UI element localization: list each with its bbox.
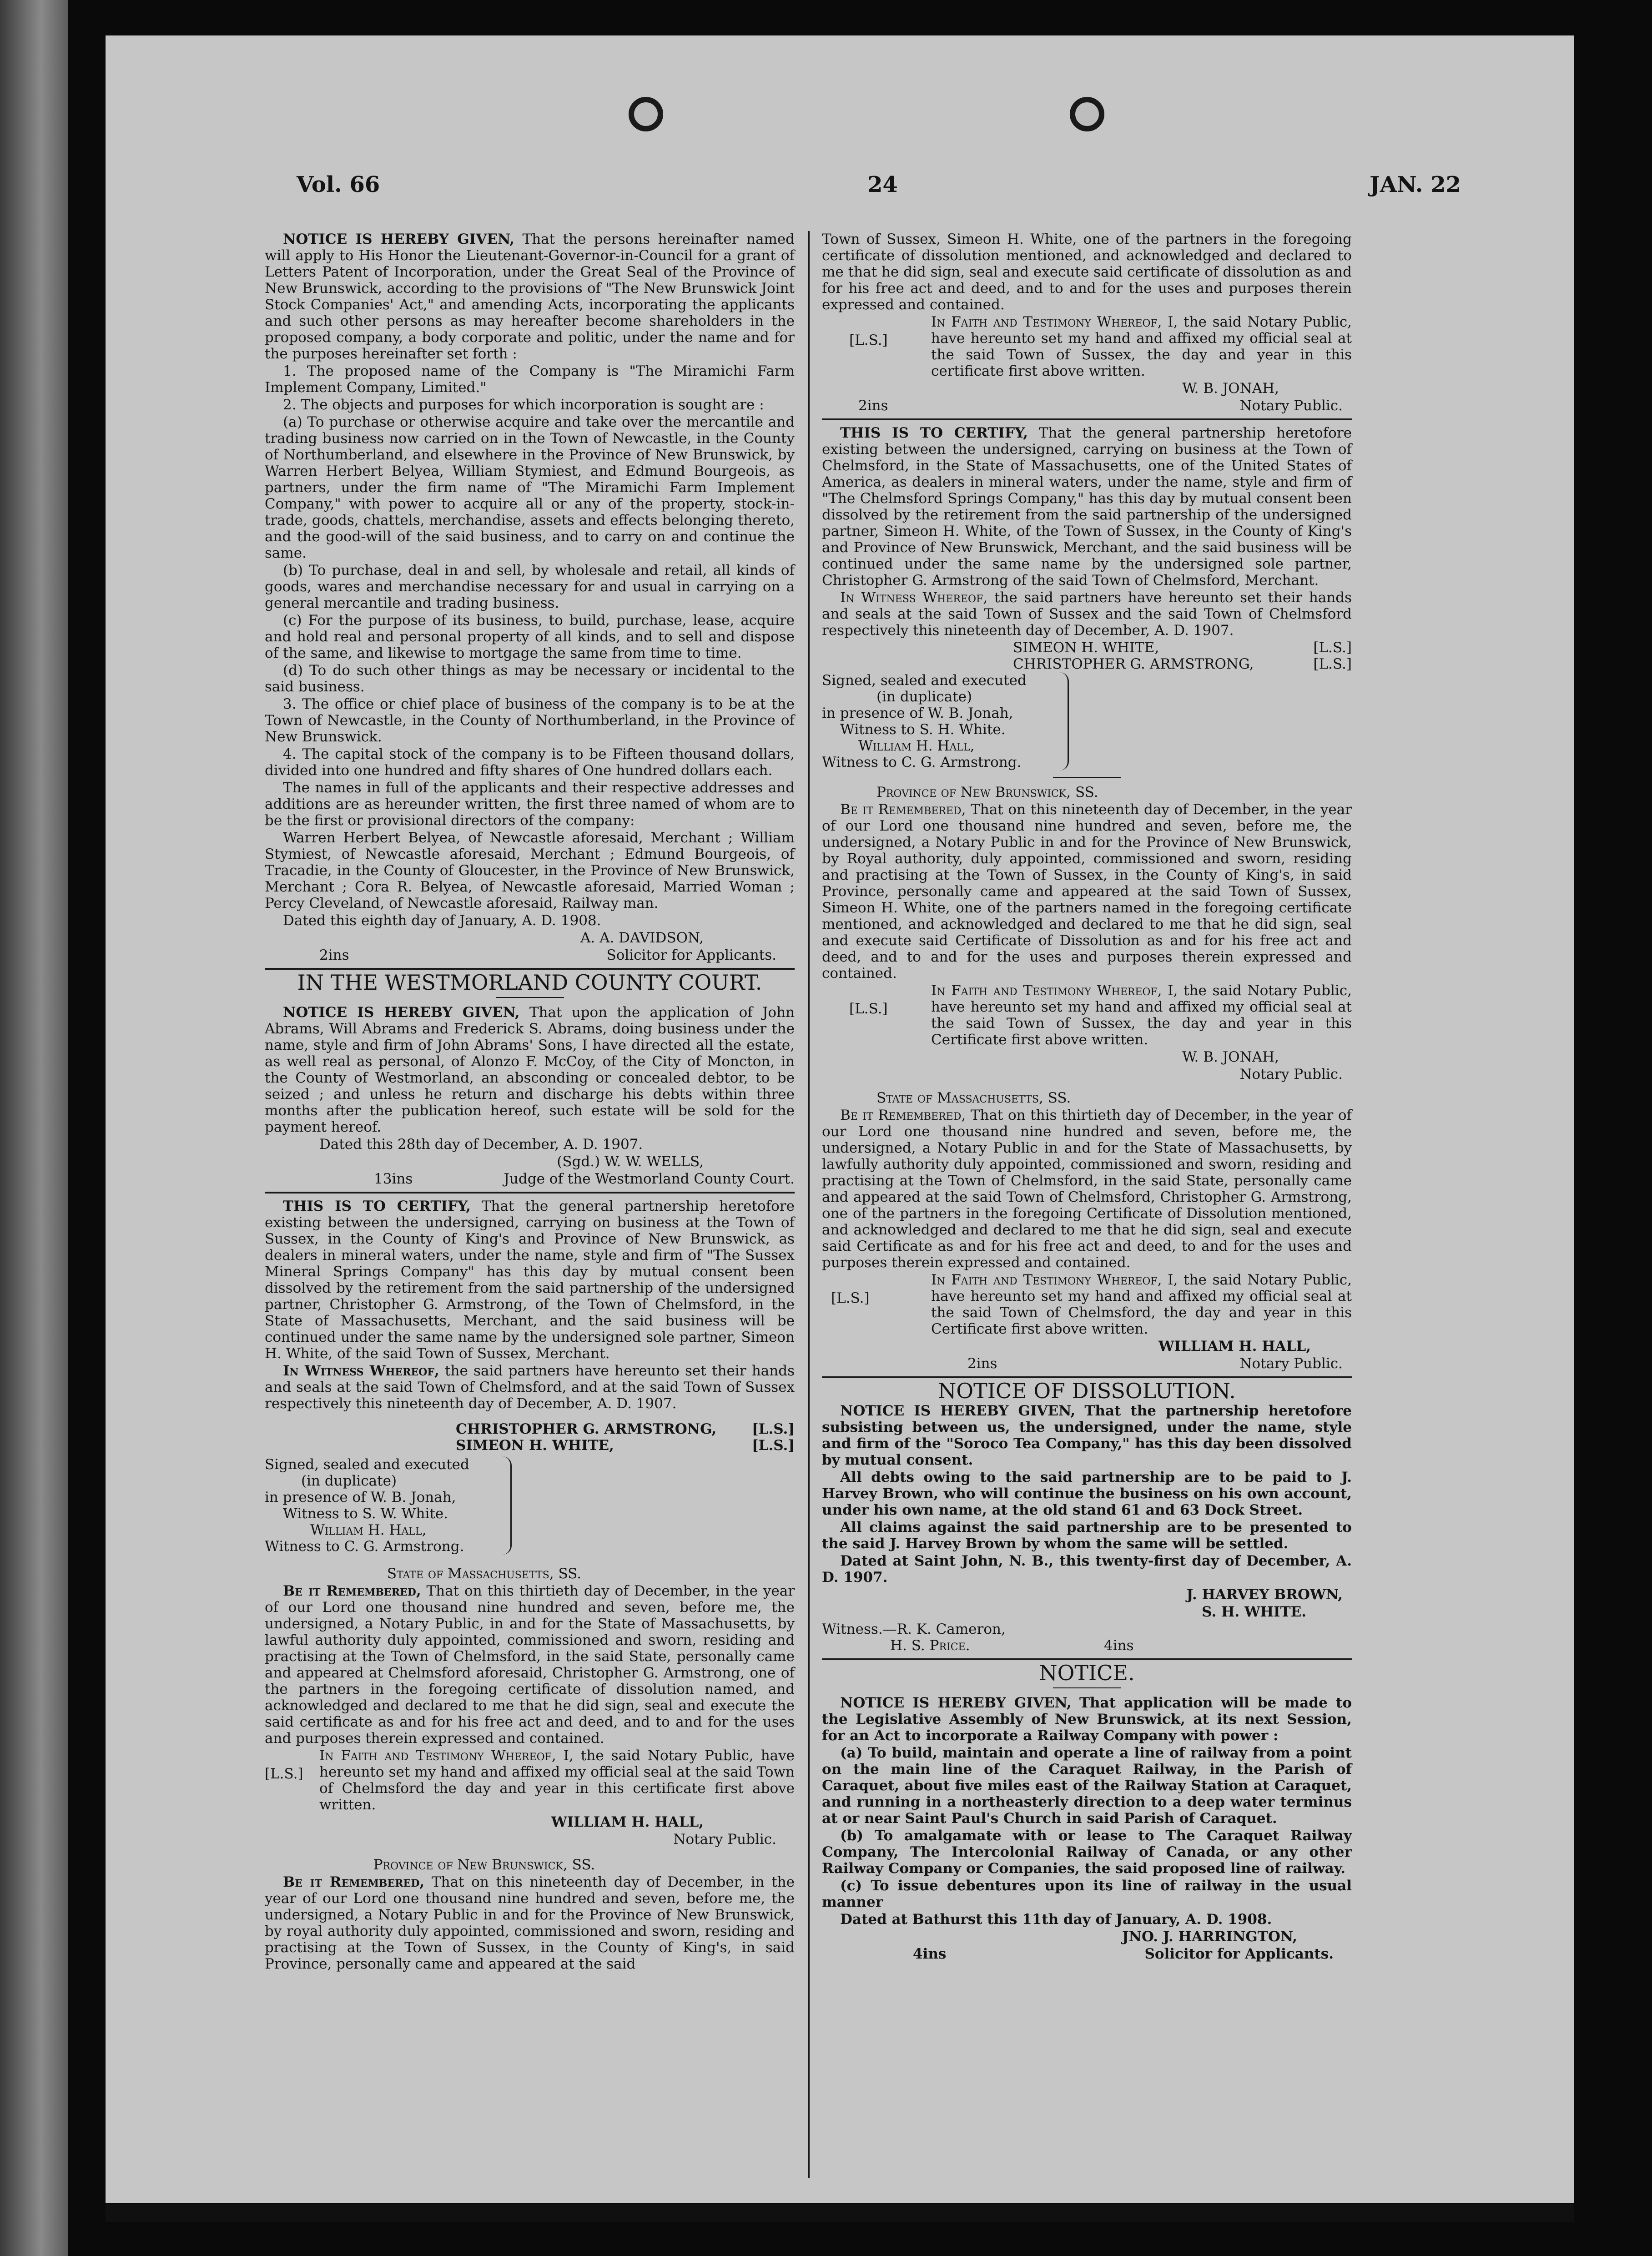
right-column [822,231,1352,1962]
county-court-notice [265,970,795,1187]
notice-lead: NOTICE IS HEREBY GIVEN, [283,1004,520,1021]
section-rule [822,418,1352,420]
notice-date: Dated at Bathurst this 11th day of January, A. D. 1908. [840,1911,1272,1928]
faith-lead: In Faith and Testimony Whereof, [319,1747,556,1764]
signature: WILLIAM H. HALL, [551,1814,704,1830]
notice-para: 4. The capital stock of the company is to be Fifteen thousand dollars, divided into one hundred and fifty shares of One hundred dollars each. [265,746,795,779]
adjacent-page-edge [0,0,68,2256]
page-number: 24 [867,172,898,197]
signature: A. A. DAVIDSON, [580,930,704,946]
notice-para: 1. The proposed name of the Company is "The Miramichi Farm Implement Company, Limited." [265,363,795,396]
witness-line: Witness.—R. K. Cameron, [822,1621,1006,1637]
sussex-acknowledgment-continued [822,231,1352,414]
signature: SIMEON H. WHITE, [1013,640,1159,656]
notice-para: (a) To purchase or otherwise acquire and take over the mercantile and trading business now carried on in the Town of Newcastle, in the County of Northumberland, and elsewhere in the Province of New Brunswick, by Warren Herbert Belyea, William Stymiest, and Edmund Bourgeois, as partners, under the firm name of "The Miramichi Farm Implement Company," with power to acquire all or any of the property, stock-in-trade, goods, chattels, merchandise, assets and effects belonging thereto, and the good-will of the said business, and to carry on and continue the same. [265,414,795,561]
signature: S. H. WHITE. [1202,1604,1306,1620]
seal-mark: [L.S.] [831,1290,870,1306]
notice-body: That the general partnership heretofore existing between the undersigned, carrying on business at the Town of Chelmsford, in the State of Massachusetts, one of the United States of America, as dealers in mineral waters, under the name, style and firm of "The Chelmsford Springs Company," has this day by mutual consent been dissolved by the retirement from the said partnership of the undersigned partner, Simeon H. White, of the Town of Sussex, in the County of King's and Province of New Brunswick, Merchant, and the said business will be continued under the same name by the undersigned sole partner, Christopher G. Armstrong of the said Town of Chelmsford, Merchant. [822,425,1352,589]
section-heading: NOTICE OF DISSOLUTION. [938,1379,1236,1403]
signature: CHRISTOPHER G. ARMSTRONG, [1013,656,1254,672]
short-rule [496,997,564,998]
insertion-count: 2ins [967,1355,997,1372]
column-divider [808,231,810,2178]
new-brunswick-acknowledgment [822,784,1352,1083]
notice-body: That on this thirtieth day of December, in the year of our Lord one thousand nine hundred and seven, before me, the undersigned, a Notary Public in and for the State of Massachusetts, by lawfully authority duly appointed, commissioned and sworn, residing and practising at the Town of Chelmsford, in the said State, personally came and appeared at the said Town of Chelmsford, Christopher G. Armstrong, one of the partners in the foregoing Certificate of Dissolution mentioned, and acknowledged and declared to me that he did sign, seal and execute said Certificate as and for his free act and deed, to and for the uses and purposes therein expressed and contained. [822,1107,1352,1271]
section-heading: NOTICE. [1039,1661,1135,1685]
witness-line: (in duplicate) [876,689,972,705]
notice-lead: Be it Remembered, [283,1583,421,1599]
notice-body: That on this thirtieth day of December, in the year of our Lord one thousand nine hundred and seven, before me, the undersigned, a Notary Public, in and for the State of Massachusetts, by lawful authority duly appointed, commissioned and sworn, residing and practising at the Town of Chelmsford, in the said State, personally came and appeared at Chelmsford aforesaid, Christopher G. Armstrong, one of the partners in the foregoing certificate of dissolution named, and acknowledged and declared to me that he did sign, seal and execute the said certificate as and for his free act and deed, and to and for the uses and purposes therein expressed and contained. [265,1583,795,1747]
witness-block [265,1456,795,1555]
notice-para: (c) To issue debentures upon its line of railway in the usual manner [822,1878,1352,1910]
left-column [265,231,795,1973]
insertion-count: 4ins [913,1946,947,1962]
jurisdiction-heading: State of Massachusetts, SS. [876,1090,1071,1106]
signature: W. B. JONAH, [1182,1049,1279,1065]
jurisdiction-heading: Province of New Brunswick, SS. [876,784,1098,801]
insertion-count: 2ins [319,947,349,963]
witness-line: Witness to S. H. White. [840,721,1006,738]
faith-lead: In Faith and Testimony Whereof, [931,1272,1162,1288]
witness-line: (in duplicate) [301,1473,397,1489]
notice-body: That on this nineteenth day of December, in the year of our Lord one thousand nine hundred and seven, before me, the undersigned, a Notary Public in and for the Province of New Brunswick, by royal authority duly appointed, commissioned and sworn, residing and practising at the Town of Sussex, in the County of King's, in said Province, personally came and appeared at the said [265,1874,795,1972]
witness-block [822,672,1352,770]
witness-line: Witness to C. G. Armstrong. [265,1538,464,1555]
notice-para: (c) For the purpose of its business, to build, purchase, lease, acquire and hold real and personal property of all kinds, and to sell and dispose of the same, and likewise to mortgage the same from time to time. [265,612,795,661]
witness-lead: In Witness Whereof, [283,1363,439,1379]
notice-lead: THIS IS TO CERTIFY, [840,425,1028,441]
witness-lead: In Witness Whereof, [840,589,988,606]
seal-mark: [L.S.] [849,1001,888,1017]
witness-line: H. S. Price. [890,1637,970,1654]
faith-clause: I, the said Notary Public, have hereunto set my hand and affixed my official seal at the said Town of Chelmsford the day and year in this certificate first above written. [319,1747,795,1813]
notice-lead: Be it Remembered, [840,801,966,818]
notice-body: That the partnership heretofore subsisting between us, the undersigned, under the name, style and firm of the "Soroco Tea Company," has this day been dissolved by mutual consent. [822,1403,1352,1468]
notice-para: 3. The office or chief place of business of the company is to be at the Town of Newcastle, in the County of Northumberland, in the Province of New Brunswick. [265,696,795,745]
witness-line: in presence of W. B. Jonah, [265,1489,456,1506]
scan-border [106,2204,1574,2222]
signature: J. HARVEY BROWN, [1186,1586,1343,1603]
section-rule [265,1192,795,1193]
section-rule [265,968,795,970]
jurisdiction-heading: Province of New Brunswick, SS. [373,1857,595,1873]
notice-lead: NOTICE IS HEREBY GIVEN, [840,1695,1072,1711]
notice-date: Dated this 28th day of December, A. D. 1907. [319,1136,643,1153]
signature-title: Solicitor for Applicants. [606,947,776,963]
signature: CHRISTOPHER G. ARMSTRONG, [456,1421,717,1437]
notice-para: The names in full of the applicants and their respective addresses and additions are as hereunder written, the first three named of whom are to be the first or provisional directors of the company: [265,780,795,829]
signature-title: Notary Public. [1239,1355,1343,1372]
witness-line: Witness to C. G. Armstrong. [822,754,1022,770]
notice-lead: NOTICE IS HEREBY GIVEN, [283,231,515,247]
signature: WILLIAM H. HALL, [1158,1338,1311,1355]
notice-body: Town of Sussex, Simeon H. White, one of the partners in the foregoing certificate of dissolution mentioned, and acknowledged and declared to me that he did sign, seal and execute said certificate of dissolution as and for his free act and deed, and to and for the uses and purposes therein expressed and contained. [822,231,1352,313]
witness-line: Witness to S. W. White. [283,1506,448,1522]
seal-mark: [L.S.] [265,1766,303,1782]
section-heading: IN THE WESTMORLAND COUNTY COURT. [297,970,762,995]
incorporation-notice [265,231,795,963]
seal-mark: [L.S.] [1313,640,1352,656]
faith-lead: In Faith and Testimony Whereof, [931,314,1162,330]
page-header [297,172,1461,204]
seal-mark: [L.S.] [752,1437,795,1454]
faith-clause: I, the said Notary Public, have hereunto set my hand and affixed my official seal at the said Town of Chelmsford, the day and year in this Certificate first above written. [931,1272,1352,1337]
issue-date: JAN. 22 [1370,172,1461,197]
notice-body: That upon the application of John Abrams, Will Abrams and Frederick S. Abrams, doing business under the name, style and firm of John Abrams' Sons, I have directed all the estate, as well real as personal, of Alonzo F. McCoy, of the City of Moncton, in the County of Westmorland, an absconding or concealed debtor, to be seized ; and unless he return and discharge his debts within three months after the publication hereof, such estate will be sold for the payment hereof. [265,1004,795,1135]
notice-lead: Be it Remembered, [840,1107,966,1123]
brace [501,1456,512,1555]
notice-lead: NOTICE IS HEREBY GIVEN, [840,1403,1076,1419]
jurisdiction-heading: State of Massachusetts, SS. [387,1566,582,1582]
faith-clause: I, the said Notary Public, have hereunto set my hand and affixed my official seal at the said Town of Sussex, the day and year in this certificate first above written. [931,314,1352,379]
notice-para: (b) To amalgamate with or lease to The Caraquet Railway Company, The Intercolonial Railway of Canada, or any other Railway Company or Companies, the said proposed line of railway. [822,1828,1352,1877]
notice-para: Warren Herbert Belyea, of Newcastle aforesaid, Merchant ; William Stymiest, of Newcastle aforesaid, Merchant ; Edmund Bourgeois, of Tracadie, in the County of Gloucester, in the Province of New Brunswick, Merchant ; Cora R. Belyea, of Newcastle aforesaid, Married Woman ; Percy Cleveland, of Newcastle aforesaid, Railway man. [265,830,795,911]
signature: SIMEON H. WHITE, [456,1437,614,1454]
notice-para: (d) To do such other things as may be necessary or incidental to the said business. [265,662,795,695]
signature: (Sgd.) W. W. WELLS, [557,1153,704,1170]
seal-mark: [L.S.] [849,332,888,348]
insertion-count: 13ins [374,1171,413,1187]
notice-date: Dated this eighth day of January, A. D. 1908. [283,912,601,929]
gazette-page [106,35,1574,2203]
binding-hole [629,97,663,131]
witness-clause: the said partners have hereunto set their hands and seals at the said Town of Chelmsford, and at the said Town of Sussex respectively this nineteenth day of December, A. D. 1907. [265,1363,795,1412]
signature-title: Solicitor for Applicants. [1144,1946,1334,1962]
signature-title: Notary Public. [673,1831,776,1848]
signature-title: Notary Public. [1239,1066,1343,1083]
massachusetts-acknowledgment [265,1566,795,1848]
chelmsford-dissolution-certificate [822,425,1352,778]
insertion-count: 4ins [1104,1637,1134,1654]
faith-clause: I, the said Notary Public, have hereunto set my hand and affixed my official seal at the said Town of Sussex, the day and year in this Certificate first above written. [931,982,1352,1048]
witness-line: in presence of W. B. Jonah, [822,705,1013,721]
notice-body: That on this nineteenth day of December, in the year of our Lord one thousand nine hundred and seven, before me, the undersigned, a Notary Public in and for the Province of New Brunswick, by Royal authority, duly appointed, commissioned and sworn, residing and practising at the Town of Sussex, in the County of King's, in said Province, personally came and appeared at the said Town of Sussex, Simeon H. White, one of the partners named in the foregoing certificate mentioned, and acknowledged and declared to me that he did sign, seal and execute said Certificate of Dissolution as and for his free act and deed, and to and for the uses and purposes therein expressed and contained. [822,801,1352,982]
short-rule [1053,777,1121,778]
witness-line: Signed, sealed and executed [265,1456,469,1473]
sussex-dissolution-certificate [265,1198,795,1555]
notice-date: Dated at Saint John, N. B., this twenty-first day of December, A. D. 1907. [822,1553,1352,1586]
brace [1058,672,1069,770]
seal-mark: [L.S.] [752,1421,795,1437]
section-rule [822,1376,1352,1378]
faith-lead: In Faith and Testimony Whereof, [931,982,1162,999]
signature: W. B. JONAH, [1182,380,1279,397]
notice-para: All debts owing to the said partnership are to be paid to J. Harvey Brown, who will continue the business on his own account, under his own name, at the old stand 61 and 63 Dock Street. [822,1469,1352,1518]
dissolution-notice [822,1379,1352,1654]
witness-clause: the said partners have hereunto set their hands and seals at the said Town of Sussex and the said Town of Chelmsford respectively this nineteenth day of December, A. D. 1907. [822,589,1352,639]
notice-body: That the general partnership heretofore existing between the undersigned, carrying on business at the Town of Sussex, in the County of King's and Province of New Brunswick, as dealers in mineral waters, under the name, style and firm of "The Sussex Mineral Springs Company" has this day by mutual consent been dissolved by the retirement from the said partnership of the undersigned partner, Christopher G. Armstrong, of the Town of Chelmsford, in the State of Massachusetts, Merchant, and the said business will be continued under the same name by the undersigned sole partner, Simeon H. White, of the said Town of Sussex, Merchant. [265,1198,795,1362]
binding-hole [1070,97,1104,131]
notice-para: (a) To build, maintain and operate a line of railway from a point on the main line of the Caraquet Railway, in the Parish of Caraquet, about five miles east of the Railway Station at Caraquet, and running in a northeasterly direction to a deep water terminus at or near Saint Paul's Church in said Parish of Caraquet. [822,1745,1352,1827]
notice-para: 2. The objects and purposes for which incorporation is sought are : [283,397,764,413]
volume-number: Vol. 66 [297,172,380,197]
notice-para: All claims against the said partnership are to be presented to the said J. Harvey Brown by whom the same will be settled. [822,1519,1352,1552]
witness-line: William H. Hall, [858,738,975,754]
notice-lead: THIS IS TO CERTIFY, [283,1198,471,1214]
massachusetts-acknowledgment [822,1090,1352,1372]
notice-intro: That the persons hereinafter named will apply to His Honor the Lieutenant-Governor-in-Council for a grant of Letters Patent of Incorporation, under the Great Seal of the Province of New Brunswick, according to the provisions of "The New Brunswick Joint Stock Companies' Act," and amending Acts, incorporating the applicants and such other persons as may hereafter become shareholders in the proposed company, a body corporate and politic, under the name and for the purposes hereinafter set forth : [265,231,795,362]
notice-lead: Be it Remembered, [283,1874,425,1890]
witness-line: Signed, sealed and executed [822,672,1027,689]
signature: JNO. J. HARRINGTON, [1122,1929,1297,1945]
signature-title: Judge of the Westmorland County Court. [504,1171,795,1187]
signature-title: Notary Public. [1239,398,1343,414]
notice-para: (b) To purchase, deal in and sell, by wholesale and retail, all kinds of goods, wares and merchandise necessary for and usual in carrying on a general mercantile and trading business. [265,562,795,611]
railway-notice [822,1661,1352,1962]
notice-body: That application will be made to the Legislative Assembly of New Brunswick, at its next Session, for an Act to incorporate a Railway Company with power : [822,1695,1352,1744]
section-rule [822,1658,1352,1660]
seal-mark: [L.S.] [1313,656,1352,672]
insertion-count: 2ins [858,398,888,414]
witness-line: William H. Hall, [310,1522,427,1538]
new-brunswick-acknowledgment [265,1857,795,1972]
short-rule [1053,1687,1121,1688]
